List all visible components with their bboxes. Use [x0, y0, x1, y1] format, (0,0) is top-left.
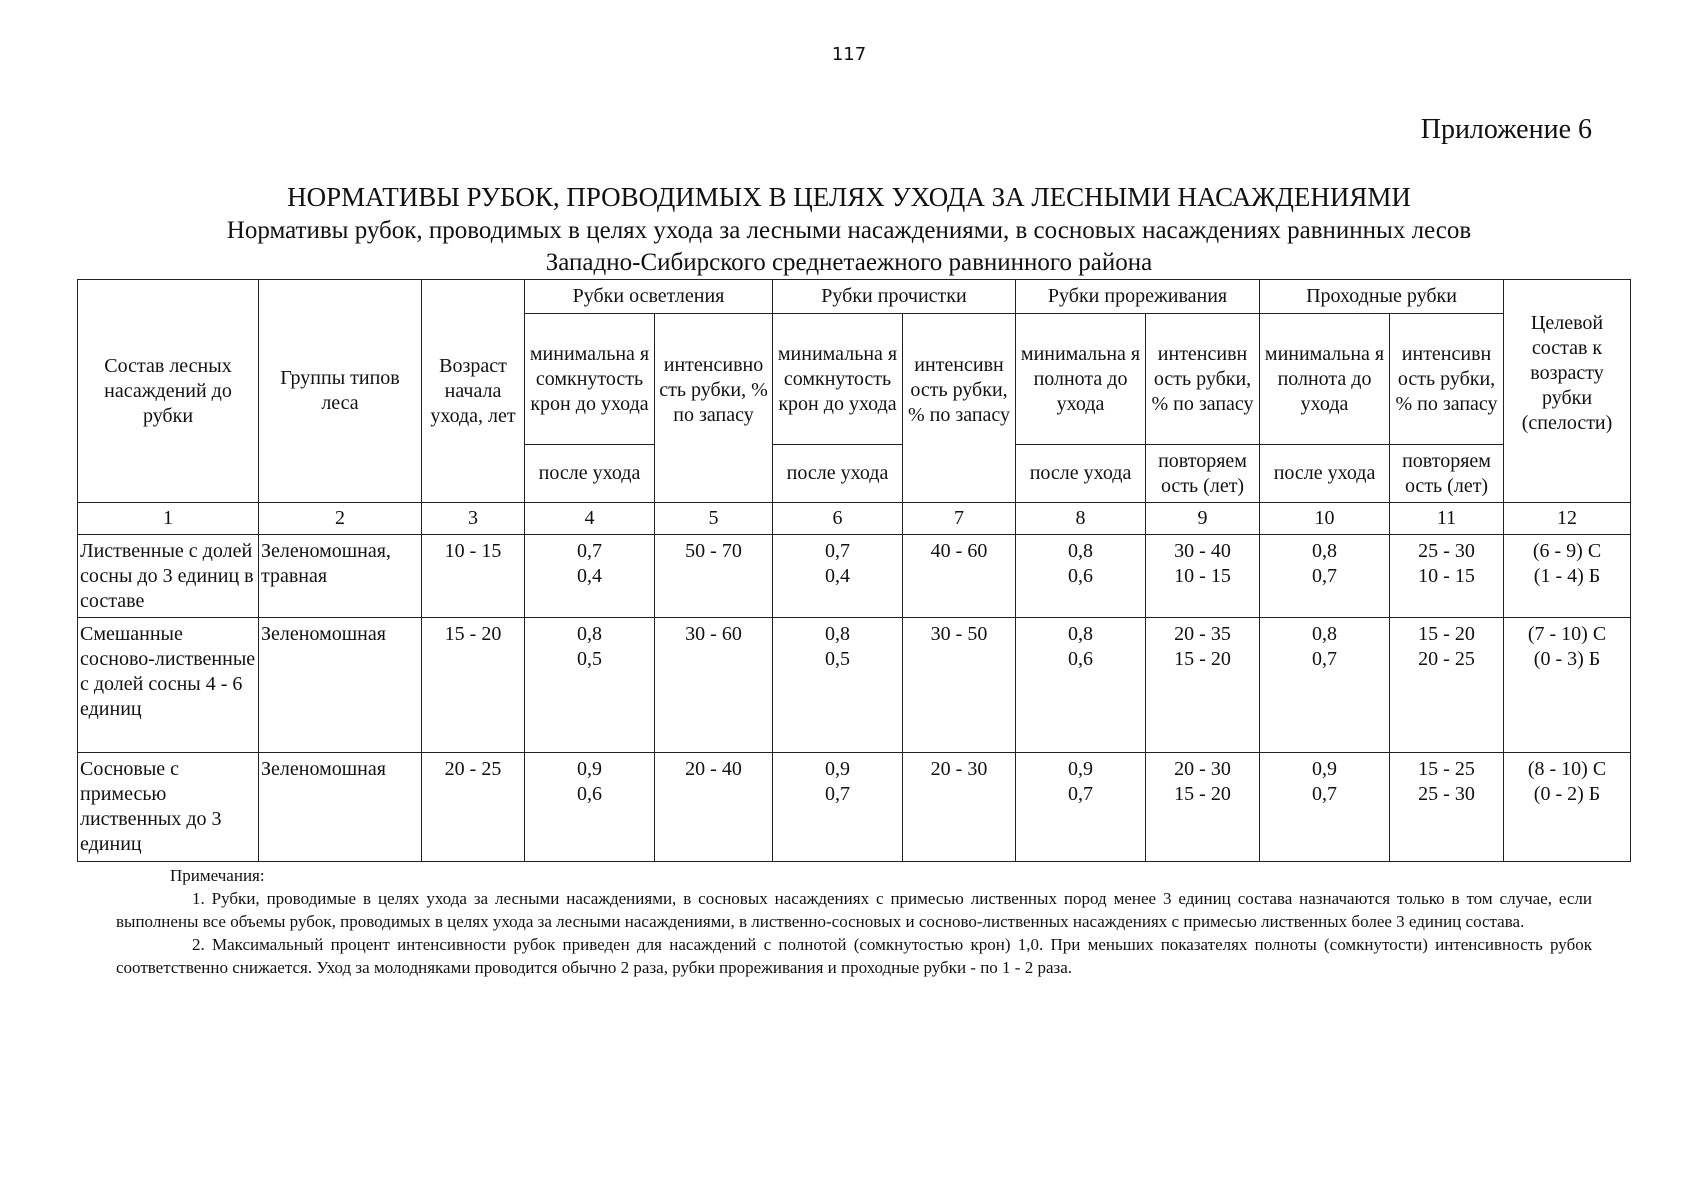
header-intensity-lightening-text: интенсивно сть рубки, % по запасу	[659, 353, 768, 426]
table-row	[78, 753, 1631, 862]
header-intensity-thinning: интенсивн ость рубки, % по запасу	[1146, 314, 1260, 445]
header-start-age: Возраст начала ухода, лет	[422, 280, 525, 503]
document-subtitle	[0, 215, 1698, 279]
header-target-composition-text: Целевой состав к возрасту рубки (спелости)	[1521, 311, 1613, 434]
value-min: 0,8	[1068, 540, 1094, 562]
value-intensity: 20 - 30	[1174, 758, 1231, 780]
cell-cleaning-closure	[773, 753, 903, 862]
cell-passage-intensity	[1390, 753, 1504, 862]
value-after: 0,4	[825, 565, 850, 587]
cell-cleaning-intensity: 20 - 30	[903, 753, 1016, 862]
value-repeat: 15 - 20	[1174, 783, 1231, 805]
value-repeat: 10 - 15	[1418, 565, 1475, 587]
column-number: 2	[259, 503, 422, 535]
header-min-density-thinning: минимальна я полнота до ухода	[1016, 314, 1146, 445]
column-number: 4	[525, 503, 655, 535]
cell-lightening-closure	[525, 753, 655, 862]
cell-cleaning-intensity: 30 - 50	[903, 618, 1016, 753]
value-repeat: 10 - 15	[1174, 565, 1231, 587]
value-target-pine: (8 - 10) С	[1527, 758, 1607, 780]
value-min: 0,8	[1068, 623, 1094, 645]
value-min: 0,9	[825, 758, 850, 780]
value-min: 0,8	[1312, 540, 1338, 562]
value-min: 0,7	[577, 540, 602, 562]
value-after: 0,7	[825, 783, 850, 805]
cell-passage-intensity	[1390, 618, 1504, 753]
value-after: 0,6	[1068, 648, 1094, 670]
cell-age: 15 - 20	[422, 618, 525, 753]
notes-section	[116, 864, 1592, 979]
value-after: 0,7	[1068, 783, 1094, 805]
column-number: 3	[422, 503, 525, 535]
value-after: 0,4	[577, 565, 602, 587]
column-number: 12	[1504, 503, 1631, 535]
cell-cleaning-closure	[773, 535, 903, 618]
value-min: 0,8	[577, 623, 602, 645]
cell-lightening-closure	[525, 618, 655, 753]
column-number: 5	[655, 503, 773, 535]
notes-heading: Примечания:	[170, 866, 265, 885]
cell-lightening-intensity: 30 - 60	[655, 618, 773, 753]
value-after: 0,5	[825, 648, 850, 670]
cell-lightening-intensity: 50 - 70	[655, 535, 773, 618]
column-number: 11	[1390, 503, 1504, 535]
value-target-pine: (7 - 10) С	[1527, 623, 1607, 645]
value-min: 0,9	[577, 758, 602, 780]
value-after: 0,7	[1312, 565, 1338, 587]
header-group-passage: Проходные рубки	[1260, 280, 1504, 314]
header-repeatability-thinning: повторяем ость (лет)	[1146, 445, 1260, 503]
value-target-birch: (1 - 4) Б	[1533, 565, 1601, 587]
header-after-care-cleaning: после ухода	[773, 445, 903, 503]
header-after-care-passage: после ухода	[1260, 445, 1390, 503]
cell-thinning-density	[1016, 753, 1146, 862]
header-intensity-cleaning-text: интенсивн ость рубки, % по запасу	[907, 353, 1011, 426]
cell-thinning-density	[1016, 535, 1146, 618]
norms-table	[77, 279, 1631, 862]
value-target-birch: (0 - 2) Б	[1533, 783, 1601, 805]
value-intensity: 15 - 20	[1418, 623, 1475, 645]
value-after: 0,6	[577, 783, 602, 805]
cell-composition: Сосновые с примесью лиственных до 3 единиц	[78, 753, 259, 862]
value-min: 0,7	[825, 540, 850, 562]
subtitle-line-2: Западно-Сибирского среднетаежного равнинного района	[545, 249, 1153, 276]
header-min-crown-closure-lightening: минимальна я сомкнутость крон до ухода	[525, 314, 655, 445]
cell-lightening-closure	[525, 535, 655, 618]
header-target-composition	[1504, 280, 1631, 503]
header-group-cleaning: Рубки прочистки	[773, 280, 1016, 314]
value-target-pine: (6 - 9) С	[1532, 540, 1602, 562]
cell-target-composition	[1504, 618, 1631, 753]
appendix-label: Приложение 6	[1420, 114, 1592, 145]
cell-lightening-intensity: 20 - 40	[655, 753, 773, 862]
cell-target-composition	[1504, 535, 1631, 618]
header-intensity-passage: интенсивн ость рубки, % по запасу	[1390, 314, 1504, 445]
table-row	[78, 618, 1631, 753]
header-intensity-lightening	[655, 314, 773, 503]
value-intensity: 25 - 30	[1418, 540, 1475, 562]
cell-thinning-intensity	[1146, 618, 1260, 753]
header-repeatability-passage: повторяем ость (лет)	[1390, 445, 1504, 503]
value-intensity: 20 - 35	[1174, 623, 1231, 645]
cell-forest-type: Зеленомошная	[259, 753, 422, 862]
column-number: 6	[773, 503, 903, 535]
value-after: 0,7	[1312, 648, 1338, 670]
document-title: НОРМАТИВЫ РУБОК, ПРОВОДИМЫХ В ЦЕЛЯХ УХОДА ЗА ЛЕСНЫМИ НАСАЖДЕНИЯМИ	[287, 182, 1411, 212]
value-after: 0,6	[1068, 565, 1094, 587]
note-1: 1. Рубки, проводимые в целях ухода за лесными насаждениями, в сосновых насаждениях с примесью лиственных пород менее 3 единиц состава назначаются только в том случае, если выполнены все объемы рубок, проводимых в целях ухода за лесными насаждениями, в лиственно-сосновых и сосново-лиственных насаждениях с примесью лиственных более 3 единиц состава.	[116, 889, 1592, 931]
header-min-crown-closure-cleaning: минимальна я сомкнутость крон до ухода	[773, 314, 903, 445]
value-repeat: 20 - 25	[1418, 648, 1475, 670]
column-number-row	[78, 503, 1631, 535]
cell-cleaning-intensity: 40 - 60	[903, 535, 1016, 618]
value-repeat: 15 - 20	[1174, 648, 1231, 670]
value-min: 0,9	[1068, 758, 1094, 780]
header-after-care-lightening: после ухода	[525, 445, 655, 503]
cell-age: 10 - 15	[422, 535, 525, 618]
header-after-care-thinning: после ухода	[1016, 445, 1146, 503]
column-number: 9	[1146, 503, 1260, 535]
cell-thinning-density	[1016, 618, 1146, 753]
cell-composition: Смешанные сосново-лиственные с долей сосны 4 - 6 единиц	[78, 618, 259, 753]
subtitle-line-1: Нормативы рубок, проводимых в целях ухода за лесными насаждениями, в сосновых насаждениях равнинных лесов	[226, 217, 1472, 244]
header-intensity-cleaning	[903, 314, 1016, 503]
header-group-lightening: Рубки осветления	[525, 280, 773, 314]
value-target-birch: (0 - 3) Б	[1533, 648, 1601, 670]
header-forest-type-groups: Группы типов леса	[259, 280, 422, 503]
column-number: 7	[903, 503, 1016, 535]
column-number: 8	[1016, 503, 1146, 535]
cell-forest-type: Зеленомошная	[259, 618, 422, 753]
header-min-density-passage: минимальна я полнота до ухода	[1260, 314, 1390, 445]
cell-cleaning-closure	[773, 618, 903, 753]
value-after: 0,7	[1312, 783, 1338, 805]
header-row-groups	[78, 280, 1631, 314]
note-2: 2. Максимальный процент интенсивности рубок приведен для насаждений с полнотой (сомкнутостью крон) 1,0. При меньших показателях полноты (сомкнутости) интенсивность рубок соответственно снижается. Уход за молодняками проводится обычно 2 раза, рубки прореживания и проходные рубки - по 1 - 2 раза.	[116, 935, 1592, 977]
value-repeat: 25 - 30	[1418, 783, 1475, 805]
header-composition: Состав лесных насаждений до рубки	[78, 280, 259, 503]
cell-composition: Лиственные с долей сосны до 3 единиц в составе	[78, 535, 259, 618]
column-number: 10	[1260, 503, 1390, 535]
cell-target-composition	[1504, 753, 1631, 862]
cell-age: 20 - 25	[422, 753, 525, 862]
value-intensity: 30 - 40	[1174, 540, 1231, 562]
header-group-thinning: Рубки прореживания	[1016, 280, 1260, 314]
cell-passage-density	[1260, 535, 1390, 618]
column-number: 1	[78, 503, 259, 535]
cell-forest-type: Зеленомошная, травная	[259, 535, 422, 618]
cell-passage-density	[1260, 618, 1390, 753]
cell-thinning-intensity	[1146, 535, 1260, 618]
value-min: 0,9	[1312, 758, 1338, 780]
cell-passage-intensity	[1390, 535, 1504, 618]
page-number: 117	[831, 44, 867, 65]
value-min: 0,8	[1312, 623, 1338, 645]
cell-passage-density	[1260, 753, 1390, 862]
table-row	[78, 535, 1631, 618]
value-min: 0,8	[825, 623, 850, 645]
value-intensity: 15 - 25	[1418, 758, 1475, 780]
value-after: 0,5	[577, 648, 602, 670]
cell-thinning-intensity	[1146, 753, 1260, 862]
